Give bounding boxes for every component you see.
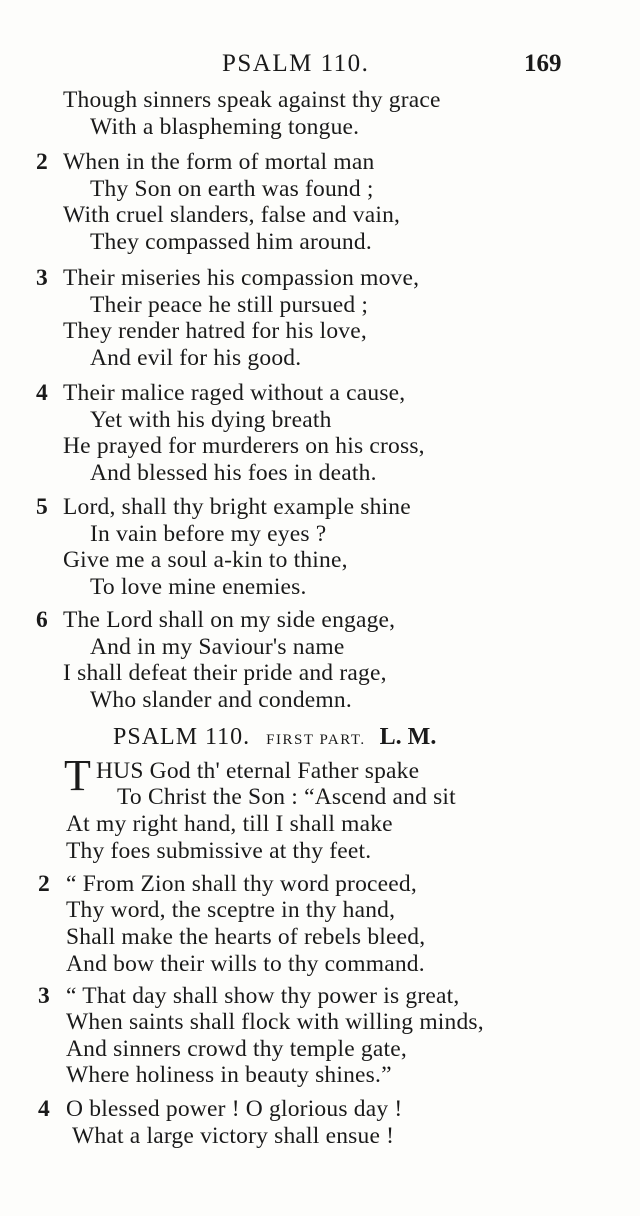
verse-line: Lord, shall thy bright example shine bbox=[63, 494, 411, 520]
verse-line: Their malice raged without a cause, bbox=[63, 380, 406, 406]
verse-line: And evil for his good. bbox=[90, 345, 302, 371]
page-header bbox=[0, 50, 640, 80]
verse-line: To love mine enemies. bbox=[90, 574, 307, 600]
verse-line: When saints shall flock with willing minds, bbox=[66, 1009, 484, 1035]
verse-line: Thy foes submissive at thy feet. bbox=[66, 838, 372, 864]
verse-line: “ That day shall show thy power is great, bbox=[66, 983, 460, 1009]
verse-line: Where holiness in beauty shines.” bbox=[66, 1062, 392, 1088]
verse-line: Give me a soul a-kin to thine, bbox=[63, 547, 348, 573]
verse-line: What a large victory shall ensue ! bbox=[72, 1123, 395, 1149]
verse-line: Shall make the hearts of rebels bleed, bbox=[66, 924, 426, 950]
verse-line: Their miseries his compassion move, bbox=[63, 265, 420, 291]
verse-line: They render hatred for his love, bbox=[63, 318, 367, 344]
psalm-meter: L. M. bbox=[379, 724, 437, 750]
verse-line: Though sinners speak against thy grace bbox=[63, 87, 441, 113]
verse-line: With cruel slanders, false and vain, bbox=[63, 202, 401, 228]
stanza-number: 4 bbox=[38, 1096, 50, 1122]
verse-line: “ From Zion shall thy word proceed, bbox=[66, 871, 417, 897]
verse-line: With a blaspheming tongue. bbox=[90, 114, 360, 140]
verse-line: HUS God th' eternal Father spake bbox=[96, 758, 420, 784]
verse-line: They compassed him around. bbox=[90, 229, 372, 255]
verse-line: Their peace he still pursued ; bbox=[90, 292, 369, 318]
verse-line: Yet with his dying breath bbox=[90, 407, 332, 433]
verse-line: Who slander and condemn. bbox=[90, 687, 352, 713]
stanza-number: 6 bbox=[36, 607, 48, 633]
verse-line: When in the form of mortal man bbox=[63, 149, 375, 175]
psalm-heading bbox=[113, 724, 436, 751]
verse-line: O blessed power ! O glorious day ! bbox=[66, 1096, 403, 1122]
drop-cap: T bbox=[64, 751, 91, 800]
stanza-number: 4 bbox=[36, 380, 48, 406]
stanza-number: 3 bbox=[38, 983, 50, 1009]
verse-line: In vain before my eyes ? bbox=[90, 521, 327, 547]
verse-line: I shall defeat their pride and rage, bbox=[63, 660, 387, 686]
verse-line: And blessed his foes in death. bbox=[90, 460, 377, 486]
verse-line: At my right hand, till I shall make bbox=[66, 811, 393, 837]
psalm-title: PSALM 110. bbox=[113, 724, 251, 750]
page-number: 169 bbox=[524, 50, 562, 77]
verse-line: The Lord shall on my side engage, bbox=[63, 607, 396, 633]
verse-line: And bow their wills to thy command. bbox=[66, 951, 425, 977]
verse-line: And in my Saviour's name bbox=[90, 634, 345, 660]
stanza-number: 3 bbox=[36, 265, 48, 291]
running-title: PSALM 110. bbox=[222, 50, 370, 77]
stanza-number: 2 bbox=[38, 871, 50, 897]
verse-line: He prayed for murderers on his cross, bbox=[63, 433, 425, 459]
stanza-number: 2 bbox=[36, 149, 48, 175]
verse-line: Thy Son on earth was found ; bbox=[90, 176, 374, 202]
verse-line: Thy word, the sceptre in thy hand, bbox=[66, 897, 396, 923]
verse-line: And sinners crowd thy temple gate, bbox=[66, 1036, 407, 1062]
stanza-number: 5 bbox=[36, 494, 48, 520]
verse-line: To Christ the Son : “Ascend and sit bbox=[117, 784, 456, 810]
psalm-part: FIRST PART. bbox=[266, 732, 366, 748]
